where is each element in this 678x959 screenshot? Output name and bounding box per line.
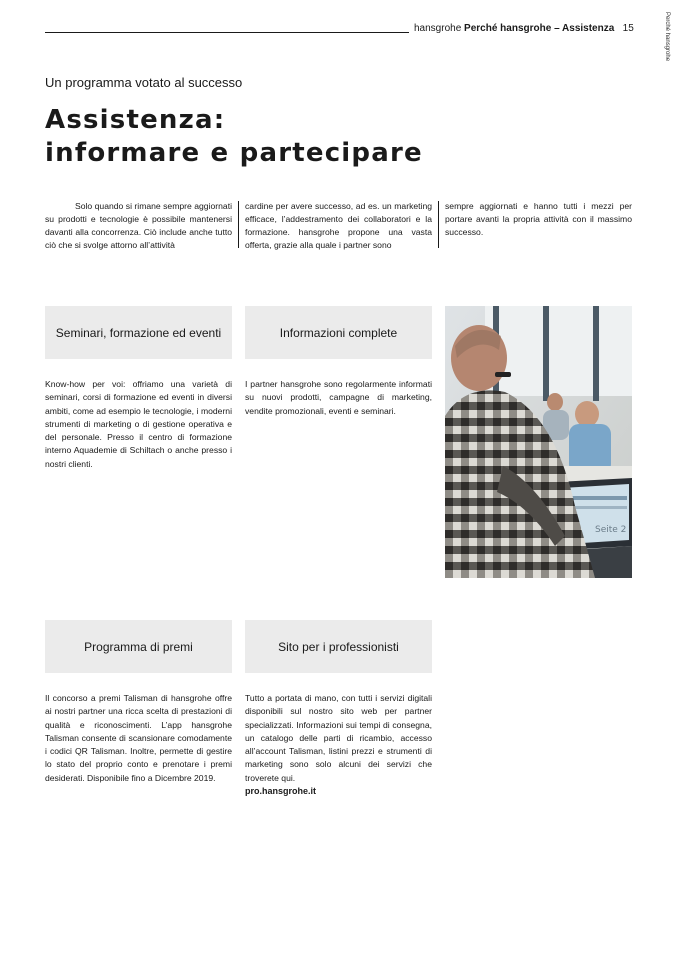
header-section: Perché hansgrohe – Assistenza xyxy=(464,23,615,34)
kicker: Un programma votato al successo xyxy=(45,75,243,90)
section-text-seminari: Know-how per voi: offriamo una varietà di seminari, corsi di formazione ed eventi in diversi ambiti, come ad esempio le tecnologie, i moderni strumenti di marketing o di gestione operativa e del personale. Presso il centro di formazione interno Aquademie di Schiltach o anche presso i nostri clienti. xyxy=(45,379,232,469)
section-heading-seminari: Seminari, formazione ed eventi xyxy=(45,306,232,359)
side-tab: Perché hansgrohe xyxy=(664,12,670,62)
page-title xyxy=(45,104,423,170)
seminar-photo xyxy=(445,306,632,578)
intro-col-2: cardine per avere successo, ad es. un marketing efficace, l’addestramento dei collaboratori e la formazione. hansgrohe propone una vasta offerta, grazie alla quale i partner sono xyxy=(245,201,432,250)
section-heading-informazioni: Informazioni complete xyxy=(245,306,432,359)
section-text-sito-body: Tutto a portata di mano, con tutti i servizi digitali disponibili sul nostro sito web per partner specializzati. Informazioni sui tempi di consegna, un catalogo delle parti di ricambio, accesso all’account Talisman, listini prezzi e strumenti di marketing sono solo alcuni dei servizi che troverete qui. xyxy=(245,693,432,783)
pro-site-link[interactable]: pro.hansgrohe.it xyxy=(245,786,317,797)
running-header xyxy=(414,23,634,34)
section-text-informazioni: I partner hansgrohe sono regolarmente informati su nuovi prodotti, campagne di marketing, vendite promozionali, eventi e seminari. xyxy=(245,379,432,416)
section-text-sito xyxy=(245,692,432,798)
intro-col-1: Solo quando si rimane sempre aggiornati su prodotti e tecnologie è possibile mantenersi davanti alla concorrenza. Ciò include anche tutto ciò che si svolge attorno all’attività xyxy=(45,201,232,250)
section-text-premi: Il concorso a premi Talisman di hansgrohe offre ai nostri partner una ricca scelta di prestazioni di qualità e riconoscimenti. L’app hansgrohe Talisman consente di scansionare comodamente i codici QR Talisman. Inoltre, permette di gestire lo stato del proprio conto e prenotare i premi desiderati. Disponibile fino a Dicembre 2019. xyxy=(45,693,232,783)
column-divider xyxy=(438,201,439,248)
seminar-photo-illustration xyxy=(445,306,632,578)
header-rule xyxy=(45,32,409,33)
section-heading-premi: Programma di premi xyxy=(45,620,232,673)
section-heading-sito: Sito per i professionisti xyxy=(245,620,432,673)
intro-col-3: sempre aggiornati e hanno tutti i mezzi per portare avanti la propria attività con il massimo successo. xyxy=(445,201,632,237)
laptop-screen-text: Seite 2 xyxy=(595,525,627,535)
title-line-2: informare e partecipare xyxy=(45,138,423,168)
page-number: 15 xyxy=(622,23,634,34)
title-line-1: Assistenza: xyxy=(45,105,226,135)
header-brand: hansgrohe xyxy=(414,23,462,34)
column-divider xyxy=(238,201,239,248)
